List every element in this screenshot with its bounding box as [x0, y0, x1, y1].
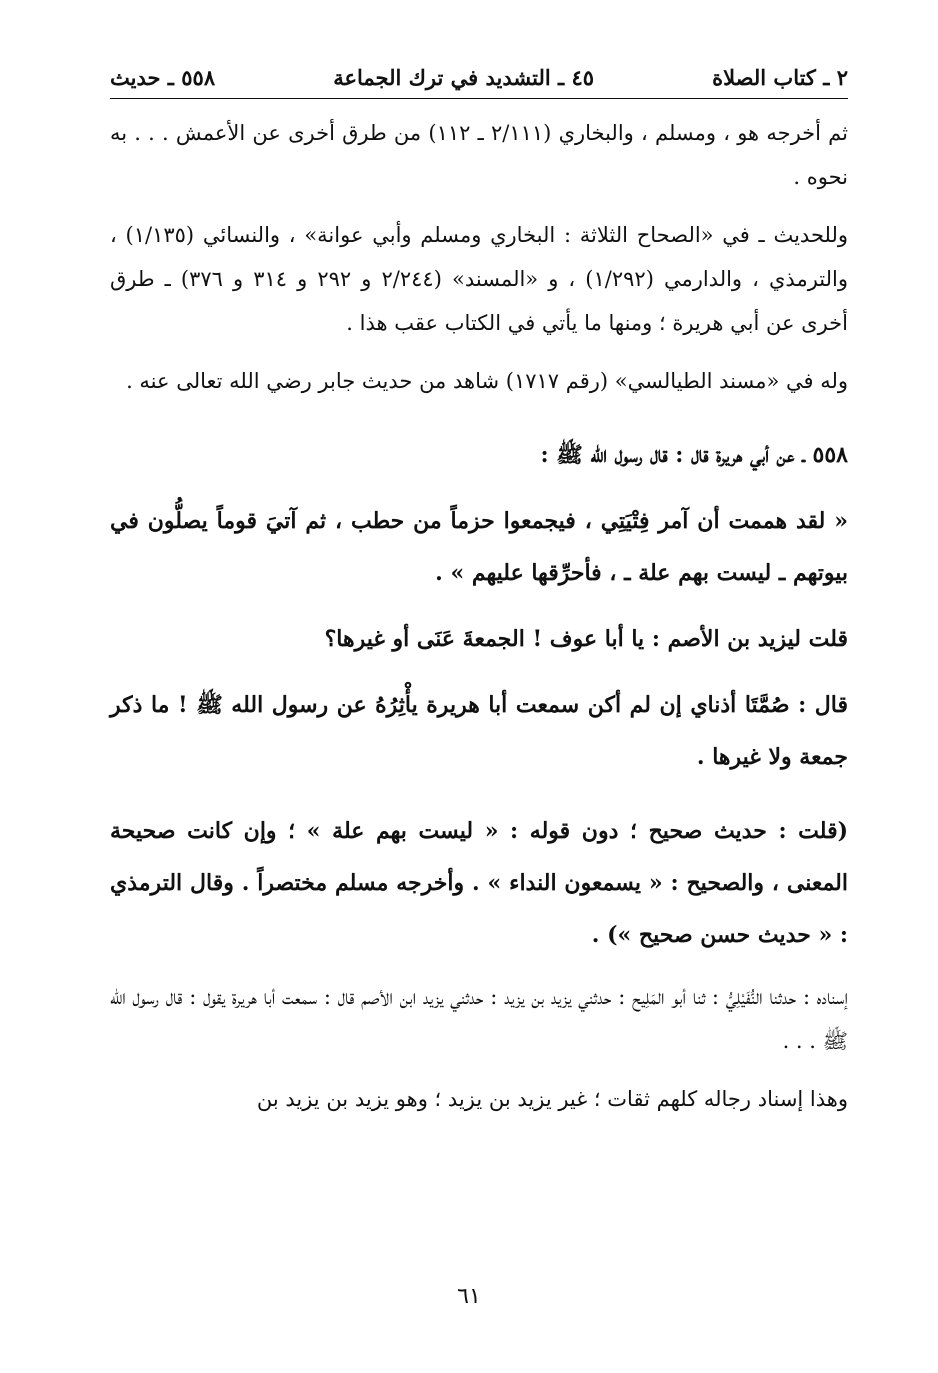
grading-note: (قلت : حديث صحيح ؛ دون قوله : « ليست بهم علة » ؛ وإن كانت صحيحة المعنى ، والصحيح : « يسمعون النداء » . وأخرجه مسلم مختصراً . وقال الترمذي : « حديث حسن صحيح ») .	[110, 818, 848, 948]
header-section: ٤٥ ـ التشديد في ترك الجماعة	[333, 65, 595, 90]
hadith-answer: قال : صُمَّتَا أذناي إن لم أكن سمعت أبا هريرة يأْثِرُهُ عن رسول الله ﷺ ! ما ذكر جمعة ولا غيرها .	[110, 692, 848, 770]
paragraph-takhrij-2: وللحديث ـ في «الصحاح الثلاثة : البخاري ومسلم وأبي عوانة» ، والنسائي (١/١٣٥) ، والترمذي ، والدارمي (١/٢٩٢) ، و «المسند» (٢/٢٤٤ و ٢٩٢ و ٣١٤ و ٣٧٦) ـ طرق أخرى عن أبي هريرة ؛ ومنها ما يأتي في الكتاب عقب هذا .	[110, 223, 849, 335]
header-hadith-number: ٥٥٨ ـ حديث	[110, 65, 216, 90]
hadith-text: « لقد هممت أن آمر فِتْيَتِي ، فيجمعوا حزماً من حطب ، ثم آتيَ قوماً يصلُّون في بيوتهم ـ ليست بهم علة ـ ، فأحرِّقها عليهم » .	[110, 508, 848, 586]
paragraph-takhrij-3: وله في «مسند الطيالسي» (رقم ١٧١٧) شاهد من حديث جابر رضي الله تعالى عنه .	[126, 369, 848, 393]
isnad-commentary: وهذا إسناد رجاله كلهم ثقات ؛ غير يزيد بن يزيد ؛ وهو يزيد بن يزيد بن	[256, 1087, 848, 1111]
isnad-paragraph: إسناده : حدثنا النُّفَيْلِيُّ : ثنا أبو المَلِيح : حدثني يزيد بن يزيد : حدثني يزيد ابن الأصم قال : سمعت أبا هريرة يقول : قال رسول الله ﷺ . . .	[110, 985, 848, 1053]
page-body	[110, 111, 848, 1121]
page-number: ٦١	[457, 1284, 481, 1309]
hadith-heading: ٥٥٨ ـ عن أبي هريرة قال : قال رسول الله ﷺ :	[540, 442, 848, 468]
header-chapter: ٢ ـ كتاب الصلاة	[712, 65, 848, 90]
book-page	[110, 64, 848, 1121]
paragraph-takhrij-1: ثم أخرجه هو ، ومسلم ، والبخاري (٢/١١١ ـ ١١٢) من طرق أخرى عن الأعمش . . . به نحوه .	[110, 121, 848, 189]
running-header	[110, 64, 848, 99]
hadith-question: قلت ليزيد بن الأصم : يا أبا عوف ! الجمعةَ عَنَى أو غيرها؟	[324, 626, 848, 652]
